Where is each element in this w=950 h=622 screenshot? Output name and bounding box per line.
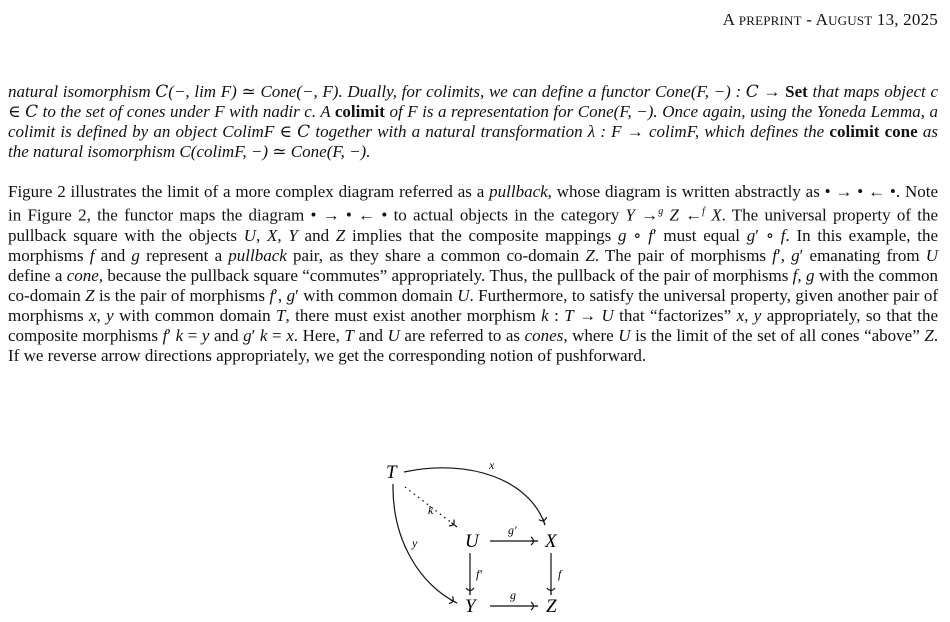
label-y: y [412, 536, 418, 550]
paragraph-colimit: natural isomorphism 𝐶(−, lim F) ≃ Cone(−, F). Dually, for colimits, we can define a functor Cone(F, −) : 𝐶 → Set that maps object c ∈ 𝐶 to the set of cones under F with nadir c. A colimit of F is a representation for Cone(F, −). Once again, using the Yoneda Lemma, a colimit is defined by an object ColimF ∈ 𝐶 together with a natural transformation λ : F → colimF, which defines the colimit cone as the natural isomorphism C(colimF, −) ≃ Cone(F, −). [8, 82, 938, 161]
node-U: U [465, 531, 479, 552]
running-header: A PREPRINT - AUGUST 13, 2025 [722, 10, 938, 29]
label-f: f [558, 567, 562, 581]
label-g: g [510, 588, 516, 602]
arrow-x [404, 468, 545, 525]
label-k: k [428, 503, 434, 517]
label-f-prime: f′ [476, 567, 482, 581]
label-x: x [489, 458, 495, 472]
arrow-k [405, 487, 457, 527]
paragraph-pullback: Figure 2 illustrates the limit of a more complex diagram referred as a pullback, whose diagram is written abstractly as • → • ← •. Note in Figure 2, the functor maps the diagram • → • ← • to actual objects in the category Y →$^g$ Z ←$^f$ X. The universal property of the pullback square with the objects U, X, Y and Z implies that the composite mappings g ∘ f′ must equal g′ ∘ f. In this example, the morphisms f and g represent a pullback pair, as they share a common co-domain Z. The pair of morphisms f′, g′ emanating from U define a cone, because the pullback square “commutes” appropriately. Thus, the pullback of the pair of morphisms f, g with the common co-domain Z is the pair of morphisms f′, g′ with common domain U. Furthermore, to satisfy the universal property, given another pair of morphisms x, y with common domain T, there must exist another morphism k : T → U that “factorizes” x, y appropriately, so that the composite morphisms f′ k = y and g′ k = x. Here, T and U are referred to as cones, where U is the limit of the set of all cones “above” Z. If we reverse arrow directions appropriately, we get the corresponding notion of pushforward. [8, 182, 939, 365]
node-T: T [386, 462, 397, 483]
node-X: X [545, 531, 557, 552]
node-Z: Z [546, 596, 557, 617]
node-Y: Y [465, 596, 476, 617]
arrow-y [393, 484, 457, 603]
label-g-prime: g′ [508, 523, 517, 537]
